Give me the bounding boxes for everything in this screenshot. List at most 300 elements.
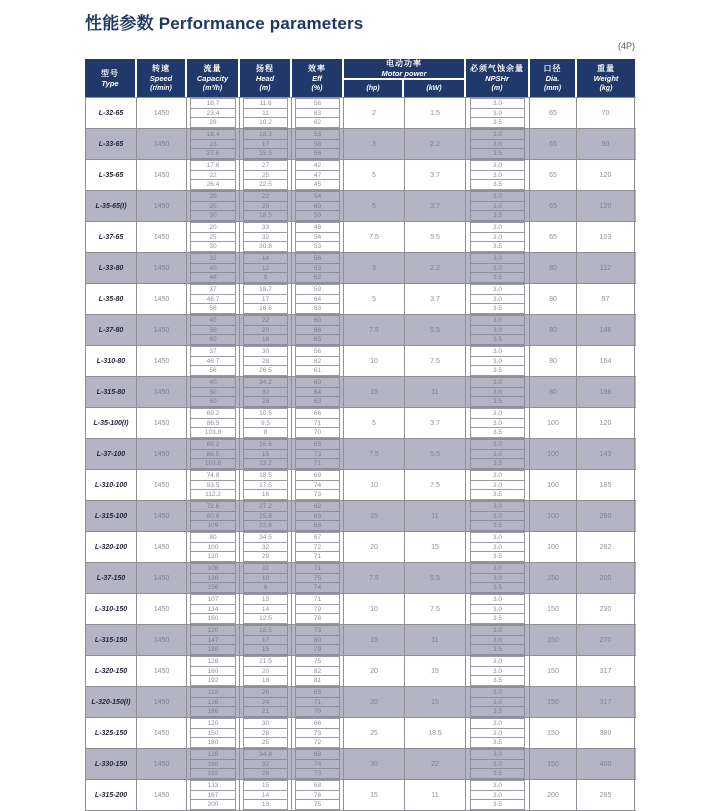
value-box: 73: [295, 729, 340, 739]
value-box: 9.5: [243, 419, 288, 429]
cell-kw: 11: [405, 377, 466, 407]
value-box: 3.0: [470, 109, 525, 119]
cell-hp: 5: [344, 160, 405, 190]
cell-head: [240, 439, 292, 469]
cell-npshr: [466, 222, 530, 252]
value-box: 72: [295, 543, 340, 553]
cell-kw: 15: [405, 656, 466, 686]
value-box: 120: [190, 625, 236, 636]
value-box: 9: [243, 583, 288, 593]
value-box: 32: [190, 253, 236, 264]
col-header-dia: [530, 59, 577, 97]
cell-capacity: [187, 408, 240, 438]
cell-dia: 100: [530, 408, 577, 438]
value-box: 65: [295, 687, 340, 698]
col-header-dia-en: Dia.: [545, 73, 560, 83]
col-header-type: [85, 59, 137, 97]
value-box: 75: [295, 656, 340, 667]
value-box: 28: [190, 118, 236, 128]
value-box: 10.5: [243, 408, 288, 419]
cell-eff: [292, 439, 344, 469]
cell-weight: 112: [577, 253, 635, 283]
value-box: 71: [295, 419, 340, 429]
cell-head: [240, 470, 292, 500]
cell-capacity: [187, 718, 240, 748]
value-box: 3.0: [470, 326, 525, 336]
table-row: [85, 129, 636, 160]
value-box: 62: [295, 118, 340, 128]
value-box: 33: [243, 222, 288, 233]
value-box: 71: [295, 594, 340, 605]
cell-kw: 3.7: [405, 284, 466, 314]
cell-speed: 1450: [137, 191, 187, 221]
col-header-weight-zh: 重量: [597, 63, 615, 73]
value-box: 15: [243, 594, 288, 605]
value-box: 30: [190, 242, 236, 252]
value-box: 30: [243, 346, 288, 357]
cell-capacity: [187, 532, 240, 562]
value-box: 64: [295, 295, 340, 305]
value-box: 56: [295, 149, 340, 159]
value-box: 3.5: [470, 738, 525, 748]
value-box: 103.8: [190, 428, 236, 438]
cell-weight: 285: [577, 780, 635, 810]
value-box: 3.0: [470, 687, 525, 698]
cell-head: [240, 656, 292, 686]
value-box: 133: [190, 780, 236, 791]
cell-dia: 65: [530, 222, 577, 252]
cell-kw: 11: [405, 501, 466, 531]
value-box: 13.2: [243, 459, 288, 469]
col-header-motor-power: [344, 59, 466, 97]
value-box: 72: [295, 738, 340, 748]
value-box: 160: [190, 614, 236, 624]
value-box: 76: [295, 791, 340, 801]
value-box: 71: [295, 698, 340, 708]
value-box: 65: [295, 335, 340, 345]
cell-kw: 7.5: [405, 346, 466, 376]
cell-hp: 15: [344, 780, 405, 810]
value-box: 160: [190, 667, 236, 677]
cell-speed: 1450: [137, 594, 187, 624]
col-header-head-unit: (m): [259, 84, 271, 92]
value-box: 86.5: [190, 419, 236, 429]
value-box: 59: [295, 211, 340, 221]
value-box: 15: [243, 780, 288, 791]
cell-model: L-37-80: [85, 315, 137, 345]
cell-hp: 15: [344, 625, 405, 655]
value-box: 3.0: [470, 357, 525, 367]
value-box: 3.5: [470, 211, 525, 221]
cell-dia: 150: [530, 563, 577, 593]
cell-kw: 22: [405, 749, 466, 779]
value-box: 15: [243, 450, 288, 460]
cell-weight: 90: [577, 129, 635, 159]
value-box: 46.7: [190, 295, 236, 305]
value-box: 3.0: [470, 532, 525, 543]
cell-kw: 18.5: [405, 718, 466, 748]
cell-kw: 11: [405, 780, 466, 810]
value-box: 25: [190, 202, 236, 212]
cell-model: L-310-150: [85, 594, 137, 624]
value-box: 107: [190, 594, 236, 605]
cell-weight: 70: [577, 98, 635, 128]
table-row: [85, 780, 636, 811]
value-box: 61: [295, 366, 340, 376]
cell-speed: 1450: [137, 222, 187, 252]
cell-head: [240, 315, 292, 345]
value-box: 28: [243, 769, 288, 779]
table-row: [85, 315, 636, 346]
value-box: 53: [295, 129, 340, 140]
value-box: 66: [295, 326, 340, 336]
cell-eff: [292, 780, 344, 810]
table-row: [85, 687, 636, 718]
cell-weight: 198: [577, 377, 635, 407]
col-header-kw: [404, 80, 464, 97]
value-box: 67: [295, 532, 340, 543]
value-box: 23.4: [190, 109, 236, 119]
cell-kw: 5.5: [405, 315, 466, 345]
cell-npshr: [466, 284, 530, 314]
cell-eff: [292, 253, 344, 283]
value-box: 34.8: [243, 749, 288, 760]
cell-speed: 1450: [137, 377, 187, 407]
value-box: 109: [190, 521, 236, 531]
value-box: 22: [243, 315, 288, 326]
value-box: 21.5: [243, 656, 288, 667]
value-box: 3.0: [470, 171, 525, 181]
cell-weight: 164: [577, 346, 635, 376]
cell-speed: 1450: [137, 718, 187, 748]
cell-model: L-325-150: [85, 718, 137, 748]
value-box: 71: [295, 459, 340, 469]
cell-weight: 380: [577, 718, 635, 748]
cell-npshr: [466, 656, 530, 686]
cell-kw: 11: [405, 625, 466, 655]
cell-hp: 10: [344, 346, 405, 376]
value-box: 40: [190, 377, 236, 388]
cell-hp: 5: [344, 284, 405, 314]
value-box: 25: [243, 738, 288, 748]
cell-model: L-37-150: [85, 563, 137, 593]
value-box: 20: [190, 191, 236, 202]
page-title: 性能参数 Performance parameters: [85, 14, 364, 33]
cell-model: L-35-80: [85, 284, 137, 314]
value-box: 60: [190, 397, 236, 407]
value-box: 22: [190, 171, 236, 181]
value-box: 62: [295, 501, 340, 512]
cell-dia: 150: [530, 718, 577, 748]
cell-npshr: [466, 253, 530, 283]
value-box: 30: [243, 718, 288, 729]
value-box: 15.5: [243, 149, 288, 159]
cell-model: L-320-150(I): [85, 687, 137, 717]
value-box: 62: [295, 357, 340, 367]
cell-dia: 80: [530, 346, 577, 376]
value-box: 54: [295, 191, 340, 202]
value-box: 56: [295, 346, 340, 357]
value-box: 3.0: [470, 512, 525, 522]
value-box: 3.5: [470, 242, 525, 252]
col-header-speed-zh: 转速: [152, 63, 170, 73]
value-box: 10.2: [243, 118, 288, 128]
value-box: 75: [295, 574, 340, 584]
cell-eff: [292, 749, 344, 779]
value-box: 20: [243, 326, 288, 336]
value-box: 14: [243, 605, 288, 615]
value-box: 3.0: [470, 346, 525, 357]
value-box: 3.0: [470, 233, 525, 243]
value-box: 3.0: [470, 605, 525, 615]
cell-weight: 317: [577, 687, 635, 717]
value-box: 13: [243, 800, 288, 810]
value-box: 130: [190, 574, 236, 584]
value-box: 69: [295, 512, 340, 522]
value-box: 3.0: [470, 315, 525, 326]
value-box: 71: [295, 552, 340, 562]
cell-speed: 1450: [137, 749, 187, 779]
value-box: 93.5: [190, 481, 236, 491]
value-box: 30.8: [243, 242, 288, 252]
col-header-npshr: [466, 59, 530, 97]
value-box: 37: [190, 346, 236, 357]
value-box: 3.0: [470, 160, 525, 171]
cell-hp: 25: [344, 718, 405, 748]
col-header-npshr-zh: 必须气蚀余量: [470, 63, 524, 73]
value-box: 156: [190, 583, 236, 593]
cell-speed: 1450: [137, 98, 187, 128]
value-box: 50: [190, 388, 236, 398]
cell-hp: 10: [344, 594, 405, 624]
table-row: [85, 656, 636, 687]
value-box: 32: [243, 233, 288, 243]
col-header-motor-zh: 电动功率: [386, 59, 422, 68]
cell-capacity: [187, 687, 240, 717]
value-box: 3.5: [470, 800, 525, 810]
cell-eff: [292, 625, 344, 655]
col-header-head-zh: 扬程: [256, 63, 274, 73]
col-header-speed-unit: (r/min): [150, 84, 172, 92]
value-box: 63: [295, 397, 340, 407]
value-box: 180: [190, 645, 236, 655]
cell-capacity: [187, 656, 240, 686]
cell-dia: 100: [530, 439, 577, 469]
cell-model: L-33-80: [85, 253, 137, 283]
value-box: 62: [295, 273, 340, 283]
value-box: 3.5: [470, 180, 525, 190]
cell-model: L-35-100(I): [85, 408, 137, 438]
cell-eff: [292, 656, 344, 686]
cell-npshr: [466, 625, 530, 655]
cell-npshr: [466, 377, 530, 407]
value-box: 18.7: [243, 284, 288, 295]
cell-capacity: [187, 501, 240, 531]
cell-dia: 100: [530, 532, 577, 562]
cell-npshr: [466, 718, 530, 748]
col-header-eff: [292, 59, 344, 97]
value-box: 68: [295, 780, 340, 791]
cell-dia: 80: [530, 284, 577, 314]
value-box: 53: [295, 242, 340, 252]
value-box: 3.5: [470, 273, 525, 283]
value-box: 26: [243, 687, 288, 698]
value-box: 150: [190, 729, 236, 739]
value-box: 56: [295, 253, 340, 264]
col-header-type-en: Type: [101, 78, 119, 88]
value-box: 3.5: [470, 149, 525, 159]
value-box: 18.5: [243, 470, 288, 481]
value-box: 46.7: [190, 357, 236, 367]
cell-model: L-32-65: [85, 98, 137, 128]
cell-hp: 7.5: [344, 439, 405, 469]
cell-head: [240, 563, 292, 593]
cell-speed: 1450: [137, 346, 187, 376]
cell-kw: 15: [405, 532, 466, 562]
cell-model: L-315-200: [85, 780, 137, 810]
value-box: 75: [295, 800, 340, 810]
value-box: 69.2: [190, 439, 236, 450]
cell-kw: 7.5: [405, 594, 466, 624]
value-box: 24: [243, 698, 288, 708]
cell-model: L-37-100: [85, 439, 137, 469]
cell-head: [240, 129, 292, 159]
col-header-capacity-zh: 流量: [203, 63, 222, 73]
table-row: [85, 594, 636, 625]
value-box: 54: [295, 233, 340, 243]
cell-npshr: [466, 408, 530, 438]
cell-hp: 20: [344, 687, 405, 717]
value-box: 3.0: [470, 253, 525, 264]
value-box: 15: [243, 645, 288, 655]
cell-npshr: [466, 532, 530, 562]
cell-model: L-37-65: [85, 222, 137, 252]
value-box: 3.5: [470, 552, 525, 562]
cell-npshr: [466, 346, 530, 376]
value-box: 3.0: [470, 264, 525, 274]
value-box: 192: [190, 769, 236, 779]
cell-hp: 7.5: [344, 563, 405, 593]
cell-dia: 150: [530, 687, 577, 717]
cell-npshr: [466, 563, 530, 593]
value-box: 17: [243, 140, 288, 150]
table-row: [85, 439, 636, 470]
value-box: 3.0: [470, 718, 525, 729]
value-box: 200: [190, 800, 236, 810]
value-box: 56: [190, 366, 236, 376]
cell-hp: 15: [344, 501, 405, 531]
value-box: 60: [295, 315, 340, 326]
value-box: 3.0: [470, 636, 525, 646]
table-row: [85, 470, 636, 501]
value-box: 3.0: [470, 749, 525, 760]
value-box: 3.0: [470, 563, 525, 574]
value-box: 22.8: [243, 521, 288, 531]
col-header-capacity-en: Capacity: [196, 73, 229, 83]
cell-dia: 80: [530, 253, 577, 283]
value-box: 73: [295, 490, 340, 500]
cell-weight: 143: [577, 439, 635, 469]
table-body: [85, 97, 636, 811]
value-box: 180: [190, 738, 236, 748]
value-box: 32: [243, 760, 288, 770]
value-box: 3.0: [470, 470, 525, 481]
cell-npshr: [466, 315, 530, 345]
value-box: 18.3: [243, 129, 288, 140]
cell-head: [240, 501, 292, 531]
cell-hp: 5: [344, 191, 405, 221]
cell-dia: 200: [530, 780, 577, 810]
value-box: 3.5: [470, 397, 525, 407]
value-box: 167: [190, 791, 236, 801]
cell-hp: 7.5: [344, 222, 405, 252]
value-box: 17.5: [243, 481, 288, 491]
cell-speed: 1450: [137, 501, 187, 531]
value-box: 18: [243, 335, 288, 345]
cell-kw: 5.5: [405, 439, 466, 469]
value-box: 14: [243, 791, 288, 801]
cell-weight: 146: [577, 315, 635, 345]
cell-eff: [292, 501, 344, 531]
value-box: 65: [295, 439, 340, 450]
table-row: [85, 408, 636, 439]
value-box: 3.5: [470, 428, 525, 438]
value-box: 3.0: [470, 408, 525, 419]
cell-npshr: [466, 687, 530, 717]
value-box: 74: [295, 481, 340, 491]
cell-dia: 150: [530, 625, 577, 655]
cell-eff: [292, 129, 344, 159]
value-box: 3.5: [470, 614, 525, 624]
value-box: 3.0: [470, 388, 525, 398]
cell-eff: [292, 377, 344, 407]
col-header-weight-unit: (kg): [599, 84, 613, 92]
cell-head: [240, 377, 292, 407]
cell-speed: 1450: [137, 129, 187, 159]
value-box: 18.5: [243, 211, 288, 221]
table-row: [85, 377, 636, 408]
value-box: 3.0: [470, 191, 525, 202]
value-box: 70: [295, 428, 340, 438]
cell-head: [240, 780, 292, 810]
value-box: 56: [190, 304, 236, 314]
value-box: 40: [190, 315, 236, 326]
value-box: 3.0: [470, 284, 525, 295]
cell-model: L-310-100: [85, 470, 137, 500]
cell-model: L-35-65(I): [85, 191, 137, 221]
value-box: 79: [295, 645, 340, 655]
value-box: 3.0: [470, 729, 525, 739]
cell-npshr: [466, 594, 530, 624]
value-box: 63: [295, 304, 340, 314]
table-row: [85, 253, 636, 284]
cell-dia: 65: [530, 191, 577, 221]
cell-weight: 120: [577, 160, 635, 190]
cell-dia: 65: [530, 129, 577, 159]
cell-npshr: [466, 780, 530, 810]
col-header-weight-en: Weight: [593, 73, 619, 83]
value-box: 3.0: [470, 222, 525, 233]
table-row: [85, 284, 636, 315]
value-box: 18.5: [243, 625, 288, 636]
value-box: 3.0: [470, 698, 525, 708]
value-box: 3.5: [470, 459, 525, 469]
value-box: 63: [295, 109, 340, 119]
cell-speed: 1450: [137, 284, 187, 314]
table-row: [85, 160, 636, 191]
value-box: 58: [295, 140, 340, 150]
cell-hp: 5: [344, 408, 405, 438]
